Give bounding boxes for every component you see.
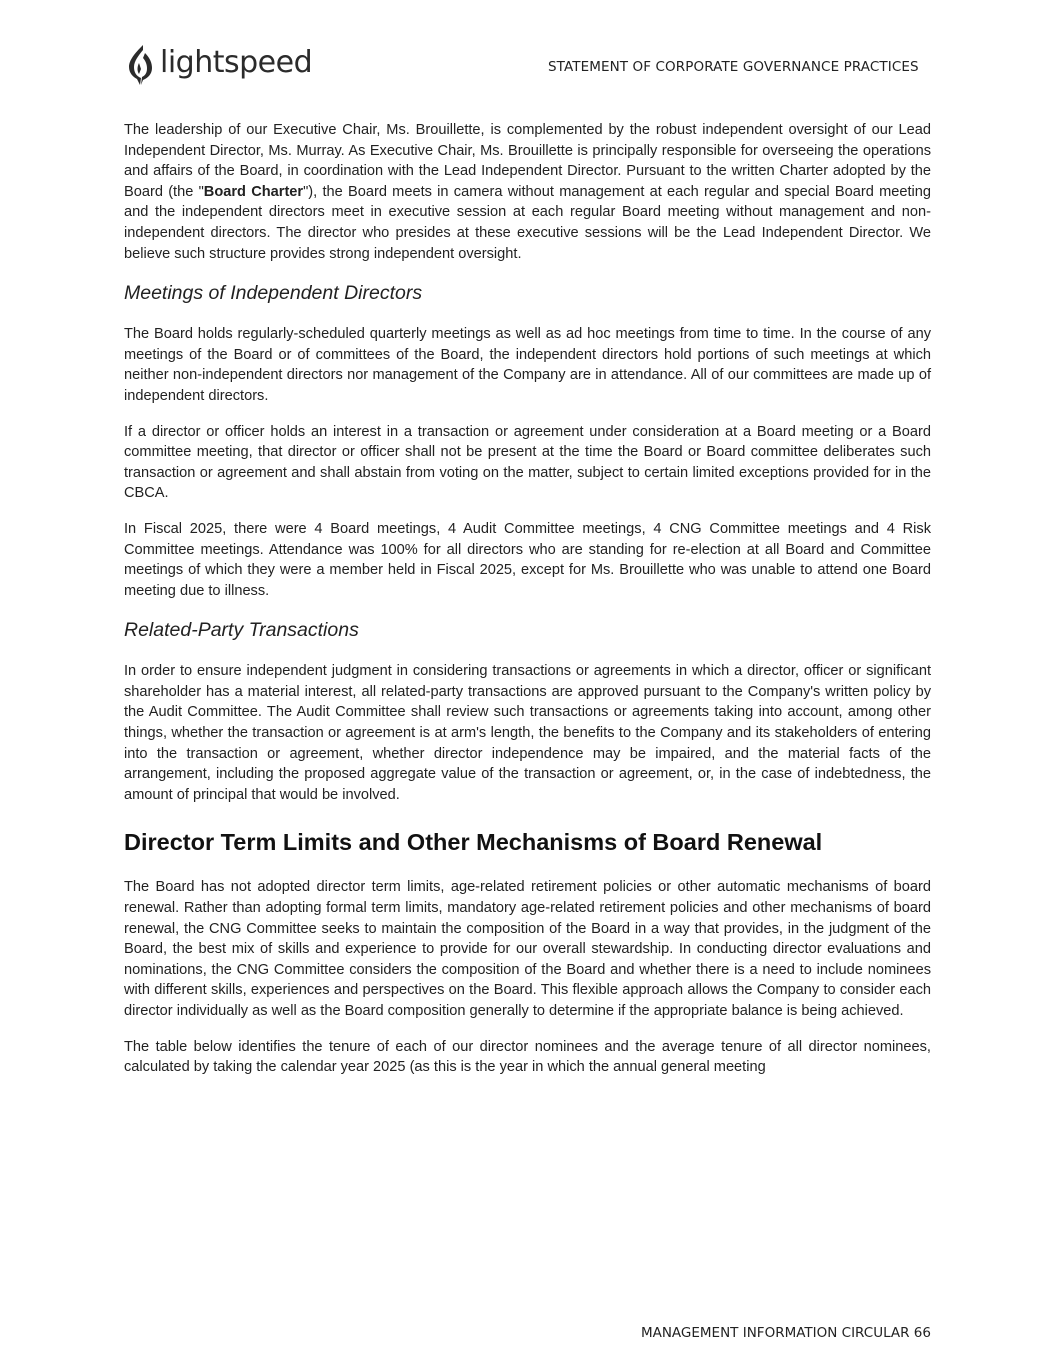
paragraph-related-party: In order to ensure independent judgment in considering transactions or agreements in which a director, officer or significant shareholder has a material interest, all related-party transactions are approved pursuant to the Company's written policy by the Audit Committee. The Audit Committee shall review such transactions or agreements taking into account, among other things, whether the transaction or agreement is at arm's length, the benefits to the Company and its stakeholders of entering into the transaction or agreement, whether director independence may be impaired, and the material facts of the arrangement, including the proposed aggregate value of the transaction or agreement, or, in the case of indebtedness, the amount of principal that would be involved. xyxy=(124,663,931,803)
paragraph-conflicts: If a director or officer holds an interest in a transaction or agreement under consideration at a Board meeting or a Board committee meeting, that director or officer shall not be present at the time the Board or Board committee deliberates such transaction or agreement and shall abstain from voting on the matter, subject to certain limited exceptions provided for in the CBCA. xyxy=(124,423,931,502)
heading-meetings: Meetings of Independent Directors xyxy=(124,282,423,305)
lightspeed-flame-icon xyxy=(126,43,154,87)
heading-term-limits: Director Term Limits and Other Mechanisms of Board Renewal xyxy=(124,829,823,856)
paragraph-attendance: In Fiscal 2025, there were 4 Board meetings, 4 Audit Committee meetings, 4 CNG Committee meetings and 4 Risk Committee meetings. Attendance was 100% for all directors who are standing for re-election at all Board and Committee meetings of which they were a member held in Fiscal 2025, except for Ms. Brouillette who was unable to attend one Board meeting due to illness. xyxy=(124,520,931,599)
paragraph-board-meetings: The Board holds regularly-scheduled quarterly meetings as well as ad hoc meetings from time to time. In the course of any meetings of the Board or of committees of the Board, the independent directors hold portions of such meetings at which neither non-independent directors nor management of the Company are in attendance. All of our committees are made up of independent directors. xyxy=(124,326,931,404)
heading-related-party: Related-Party Transactions xyxy=(124,619,359,642)
header-title: STATEMENT OF CORPORATE GOVERNANCE PRACTICES xyxy=(548,59,919,75)
logo-wordmark: lightspeed xyxy=(160,44,313,80)
page-content xyxy=(124,120,931,1093)
company-logo xyxy=(126,42,312,88)
paragraph-board-renewal: The Board has not adopted director term limits, age-related retirement policies or other automatic mechanisms of board renewal. Rather than adopting formal term limits, mandatory age-related retirement policies and other mechanisms of board renewal, the CNG Committee seeks to maintain the composition of the Board in a way that provides, in the judgment of the Board, the best mix of skills and experience to provide for our overall stewardship. In conducting director evaluations and nominations, the CNG Committee considers the composition of the Board and whether there is a need to include nominees with different skills, experiences and perspectives on the Board. This flexible approach allows the Company to consider each director individually as well as the Board composition generally to determine if the appropriate balance is being achieved. xyxy=(124,879,931,1019)
paragraph-leadership: The leadership of our Executive Chair, Ms. Brouillette, is complemented by the robust independent oversight of our Lead Independent Director, Ms. Murray. As Executive Chair, Ms. Brouillette is principally responsible for overseeing the operations and affairs of the Board, in coordination with the Lead Independent Director. Pursuant to the written Charter adopted by the Board (the "Board Charter"), the Board meets in camera without management at each regular and special Board meeting and the independent directors meet in executive session at each regular Board meeting without management and non-independent directors. The director who presides at these executive sessions will be the Lead Independent Director. We believe such structure provides strong independent oversight. xyxy=(124,122,932,262)
paragraph-tenure-table-intro: The table below identifies the tenure of each of our director nominees and the average tenure of all director nominees, calculated by taking the calendar year 2025 (as this is the year in which the annual general meeting xyxy=(124,1038,931,1076)
page-footer: MANAGEMENT INFORMATION CIRCULAR 66 xyxy=(640,1325,931,1341)
board-charter-term: Board Charter xyxy=(203,183,304,200)
